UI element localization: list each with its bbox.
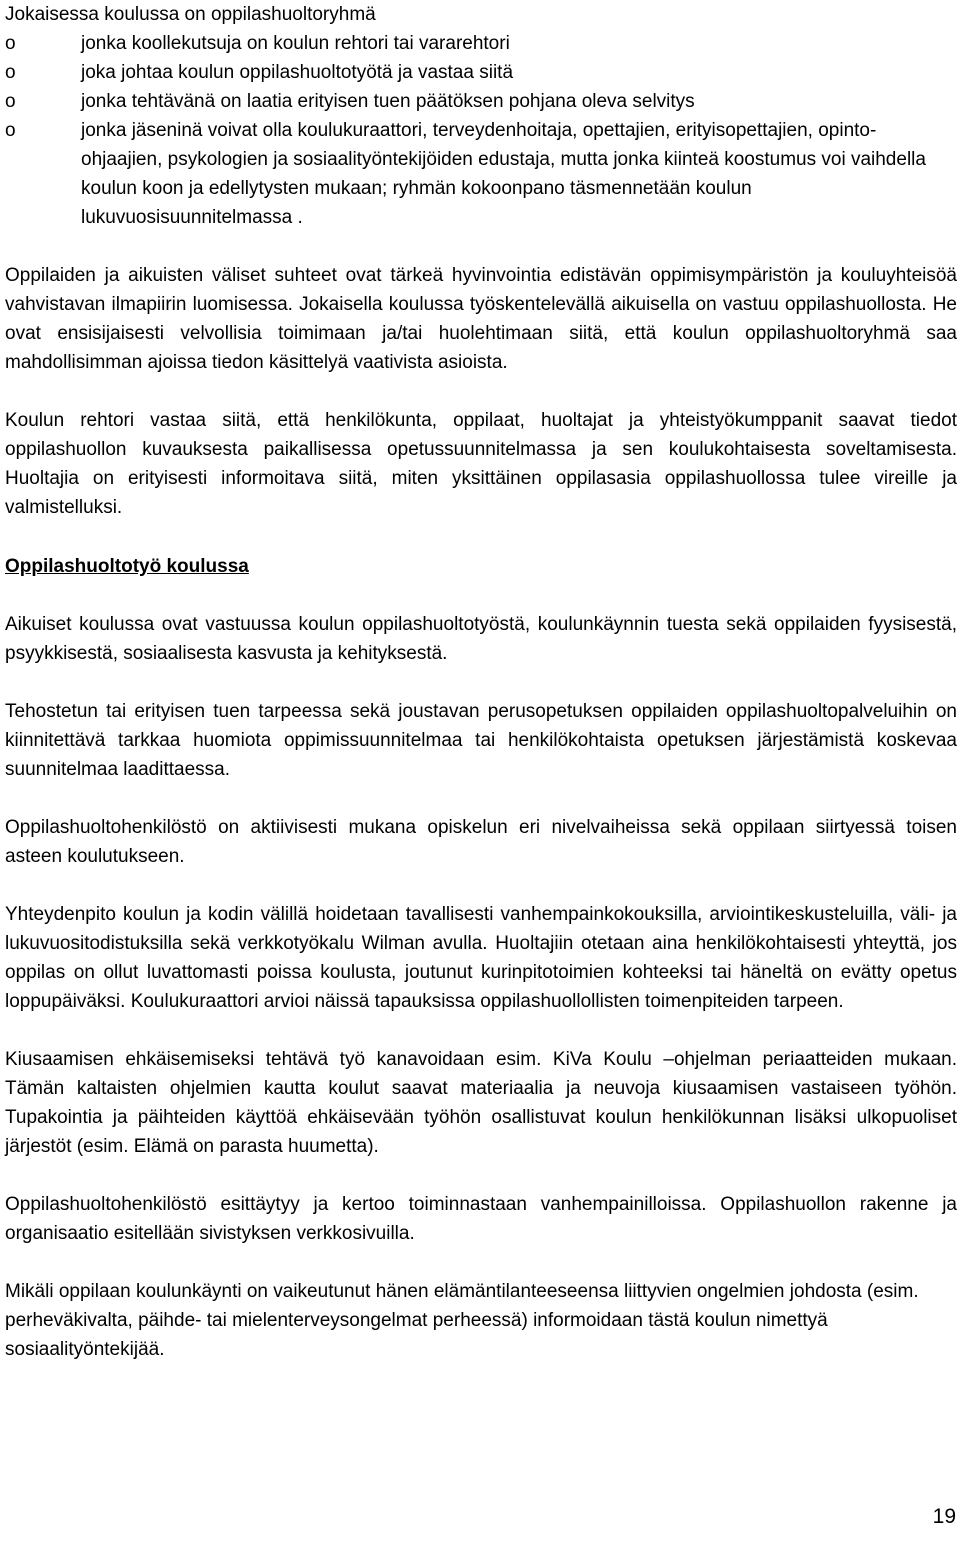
paragraph: Koulun rehtori vastaa siitä, että henkilökunta, oppilaat, huoltajat ja yhteistyökumppanit saavat tiedot oppilashuollon kuvauksesta paikallisessa opetussuunnitelmassa ja sen koulukohtaisesta soveltamisesta. Huoltajia on erityisesti informoitava siitä, miten yksittäinen oppilasasia oppilashuollossa tulee vireille ja valmistelluksi. xyxy=(5,410,957,518)
paragraph: Oppilashuoltohenkilöstö esittäytyy ja kertoo toiminnastaan vanhempainilloissa. Oppilashuollon rakenne ja organisaatio esitellään sivistyksen verkkosivuilla. xyxy=(5,1194,957,1244)
bullet-text: jonka jäseninä voivat olla koulukuraattori, terveydenhoitaja, opettajien, erityisopettajien, opinto-ohjaajien, psykologien ja sosiaalityöntekijöiden edustaja, mutta jonka kiinteä koostumus voi vaihdella koulun koon ja edellytysten mukaan; ryhmän kokoonpano täsmennetään koulun lukuvuosisuunnitelmassa . xyxy=(81,120,926,228)
paragraph: Yhteydenpito koulun ja kodin välillä hoidetaan tavallisesti vanhempainkokouksilla, arviointikeskusteluilla, väli- ja lukuvuositodistuksilla sekä verkkotyökalu Wilman avulla. Huoltajiin otetaan aina henkilökohtaisesti yhteyttä, jos oppilas on ollut luvattomasti poissa koulusta, joutunut kurinpitotoimien kohteeksi tai häneltä on evätty opetus loppupäiväksi. Koulukuraattori arvioi näissä tapauksissa oppilashuollollisten toimenpiteiden tarpeen. xyxy=(5,904,957,1012)
section-heading: Oppilashuoltotyö koulussa xyxy=(5,556,249,577)
paragraph: Mikäli oppilaan koulunkäynti on vaikeutunut hänen elämäntilanteeseensa liittyvien ongelmien johdosta (esim. perheväkivalta, päihde- tai mielenterveysongelmat perheessä) informoidaan tästä koulun nimettyä sosiaalityöntekijää. xyxy=(5,1281,919,1360)
bullet-item xyxy=(5,116,957,232)
paragraph: Kiusaamisen ehkäisemiseksi tehtävä työ kanavoidaan esim. KiVa Koulu –ohjelman periaatteiden mukaan. Tämän kaltaisten ohjelmien kautta koulut saavat materiaalia ja neuvoja kiusaamisen vastaiseen työhön. Tupakointia ja päihteiden käyttöä ehkäisevään työhön osallistuvat koulun henkilökunnan lisäksi ulkopuoliset järjestöt (esim. Elämä on parasta huumetta). xyxy=(5,1049,957,1157)
paragraph: Oppilashuoltohenkilöstö on aktiivisesti mukana opiskelun eri nivelvaiheissa sekä oppilaan siirtyessä toisen asteen koulutukseen. xyxy=(5,817,957,867)
document-body xyxy=(5,0,957,1364)
bullet-marker: o xyxy=(5,91,16,112)
bullet-text: joka johtaa koulun oppilashuoltotyötä ja vastaa siitä xyxy=(81,62,514,83)
page-number: 19 xyxy=(932,1505,956,1528)
bullet-list xyxy=(5,29,957,232)
bullet-marker: o xyxy=(5,120,16,141)
paragraph: Aikuiset koulussa ovat vastuussa koulun oppilashuoltotyöstä, koulunkäynnin tuesta sekä oppilaiden fyysisestä, psyykkisestä, sosiaalisesta kasvusta ja kehityksestä. xyxy=(5,614,957,664)
bullet-marker: o xyxy=(5,33,16,54)
bullet-item xyxy=(5,87,957,116)
bullet-item xyxy=(5,29,957,58)
bullet-text: jonka koollekutsuja on koulun rehtori tai vararehtori xyxy=(81,33,510,54)
intro-line: Jokaisessa koulussa on oppilashuoltoryhmä xyxy=(5,4,376,25)
paragraph: Oppilaiden ja aikuisten väliset suhteet ovat tärkeä hyvinvointia edistävän oppimisympäristön ja kouluyhteisöä vahvistavan ilmapiirin luomisessa. Jokaisella koulussa työskentelevällä aikuisella on vastuu oppilashuollosta. He ovat ensisijaisesti velvollisia toimimaan ja/tai huolehtimaan siitä, että koulun oppilashuoltoryhmä saa mahdollisimman ajoissa tiedon käsittelyä vaativista asioista. xyxy=(5,265,957,373)
paragraph: Tehostetun tai erityisen tuen tarpeessa sekä joustavan perusopetuksen oppilaiden oppilashuoltopalveluihin on kiinnitettävä tarkkaa huomiota oppimissuunnitelmaa tai henkilökohtaista opetuksen järjestämistä koskevaa suunnitelmaa laadittaessa. xyxy=(5,701,957,780)
bullet-marker: o xyxy=(5,62,16,83)
bullet-text: jonka tehtävänä on laatia erityisen tuen päätöksen pohjana oleva selvitys xyxy=(81,91,695,112)
bullet-item xyxy=(5,58,957,87)
